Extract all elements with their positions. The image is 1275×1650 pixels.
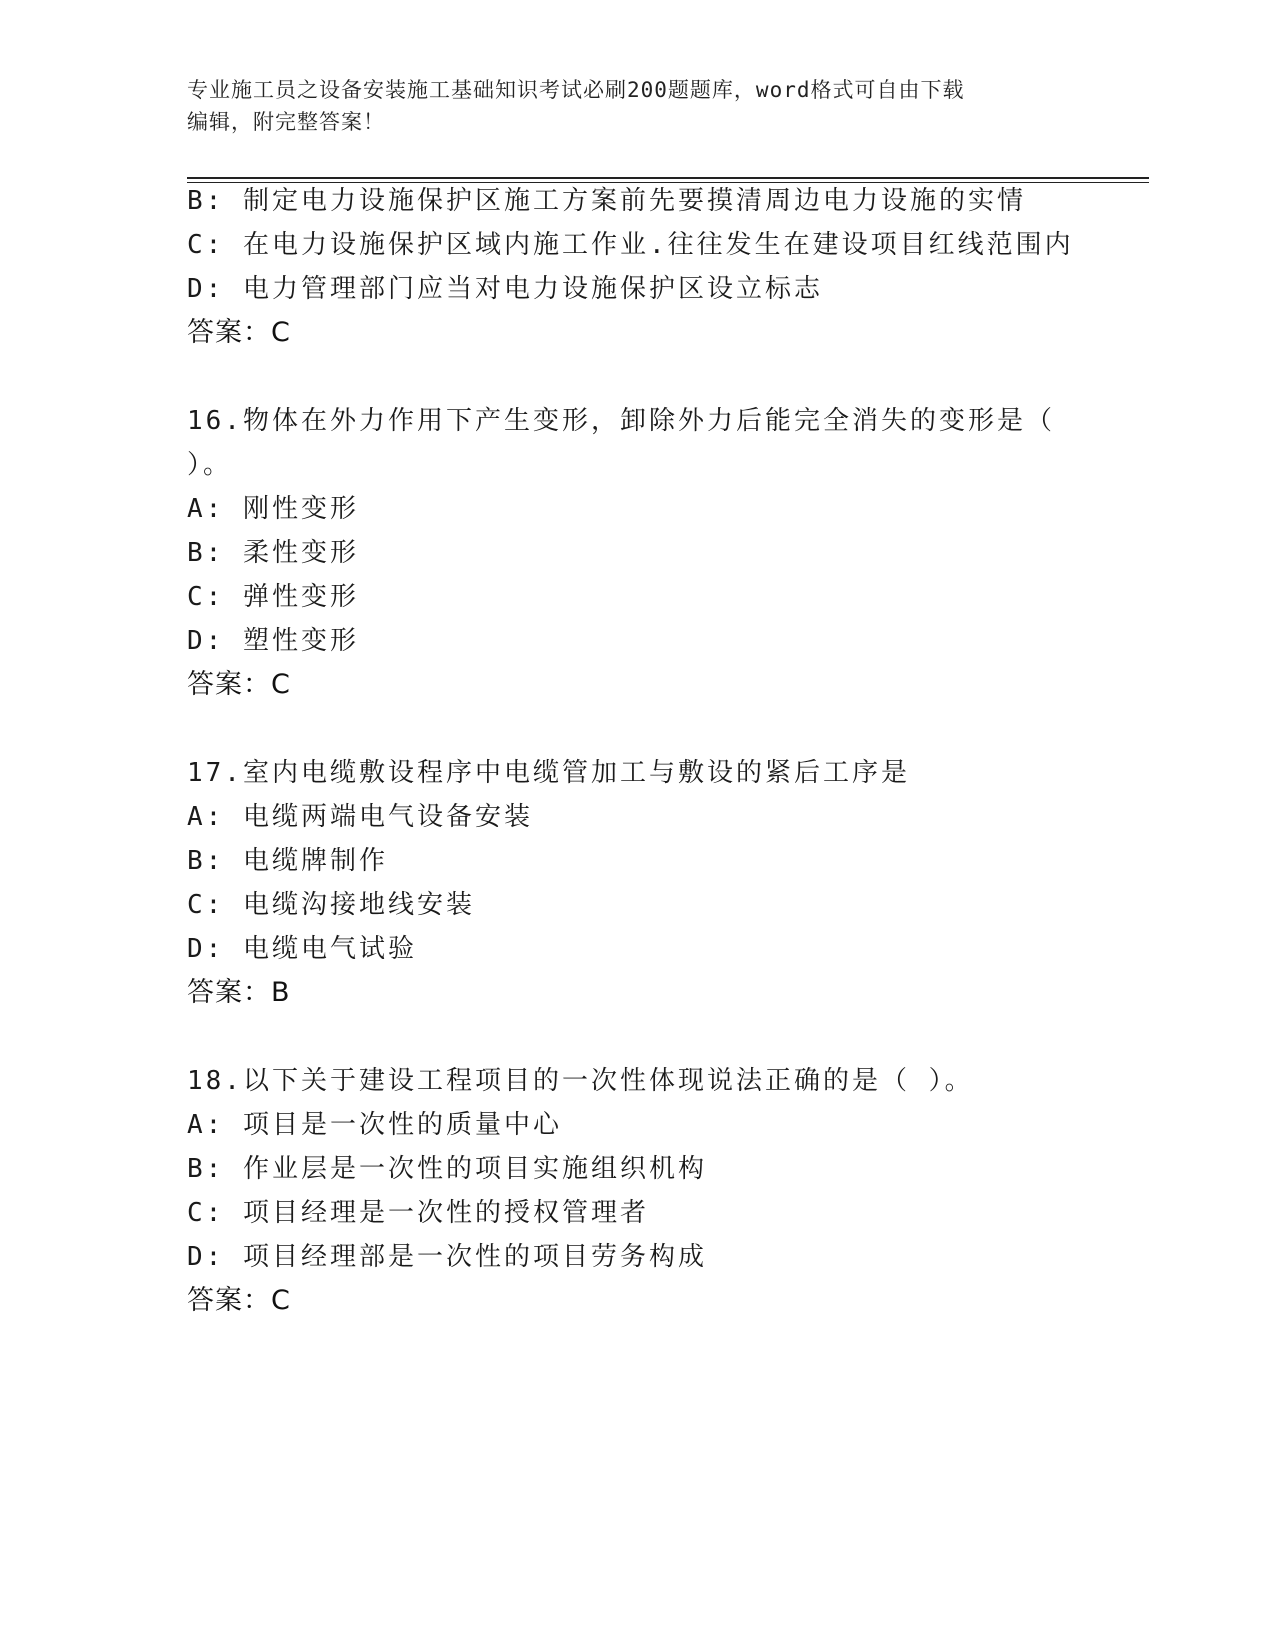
q17-stem: 17.室内电缆敷设程序中电缆管加工与敷设的紧后工序是 bbox=[187, 758, 910, 788]
header-divider-thick bbox=[187, 177, 1149, 179]
q18-option-c: C: 项目经理是一次性的授权管理者 bbox=[187, 1198, 649, 1228]
q18-option-a: A: 项目是一次性的质量中心 bbox=[187, 1110, 562, 1140]
q16-option-d: D: 塑性变形 bbox=[187, 626, 359, 656]
q18-answer: 答案：C bbox=[187, 1285, 291, 1316]
q18-stem: 18.以下关于建设工程项目的一次性体现说法正确的是（ ）。 bbox=[187, 1066, 974, 1096]
q15-option-b: B: 制定电力设施保护区施工方案前先要摸清周边电力设施的实情 bbox=[187, 186, 1026, 216]
q17-option-b: B: 电缆牌制作 bbox=[187, 846, 388, 876]
document-header bbox=[187, 74, 1067, 138]
q17-option-a: A: 电缆两端电气设备安装 bbox=[187, 802, 533, 832]
q17-option-c: C: 电缆沟接地线安装 bbox=[187, 890, 475, 920]
q16-option-b: B: 柔性变形 bbox=[187, 538, 359, 568]
header-title-line-2: 编辑，附完整答案！ bbox=[187, 110, 385, 134]
q18-option-d: D: 项目经理部是一次性的项目劳务构成 bbox=[187, 1242, 707, 1272]
q16-option-a: A: 刚性变形 bbox=[187, 494, 359, 524]
q18-option-b: B: 作业层是一次性的项目实施组织机构 bbox=[187, 1154, 707, 1184]
q16-option-c: C: 弹性变形 bbox=[187, 582, 359, 612]
q16-stem-line-2: ）。 bbox=[187, 450, 233, 480]
q15-option-c: C: 在电力设施保护区域内施工作业.往往发生在建设项目红线范围内 bbox=[187, 230, 1074, 260]
header-title-line-1: 专业施工员之设备安装施工基础知识考试必刷200题题库，word格式可自由下载 bbox=[187, 78, 965, 102]
q17-answer: 答案：B bbox=[187, 977, 291, 1008]
q17-option-d: D: 电缆电气试验 bbox=[187, 934, 417, 964]
q15-option-d: D: 电力管理部门应当对电力设施保护区设立标志 bbox=[187, 274, 823, 304]
q16-answer: 答案：C bbox=[187, 669, 291, 700]
q15-answer: 答案：C bbox=[187, 317, 291, 348]
q16-stem-line-1: 16.物体在外力作用下产生变形，卸除外力后能完全消失的变形是（ bbox=[187, 406, 1055, 436]
header-divider-thin bbox=[187, 182, 1149, 183]
